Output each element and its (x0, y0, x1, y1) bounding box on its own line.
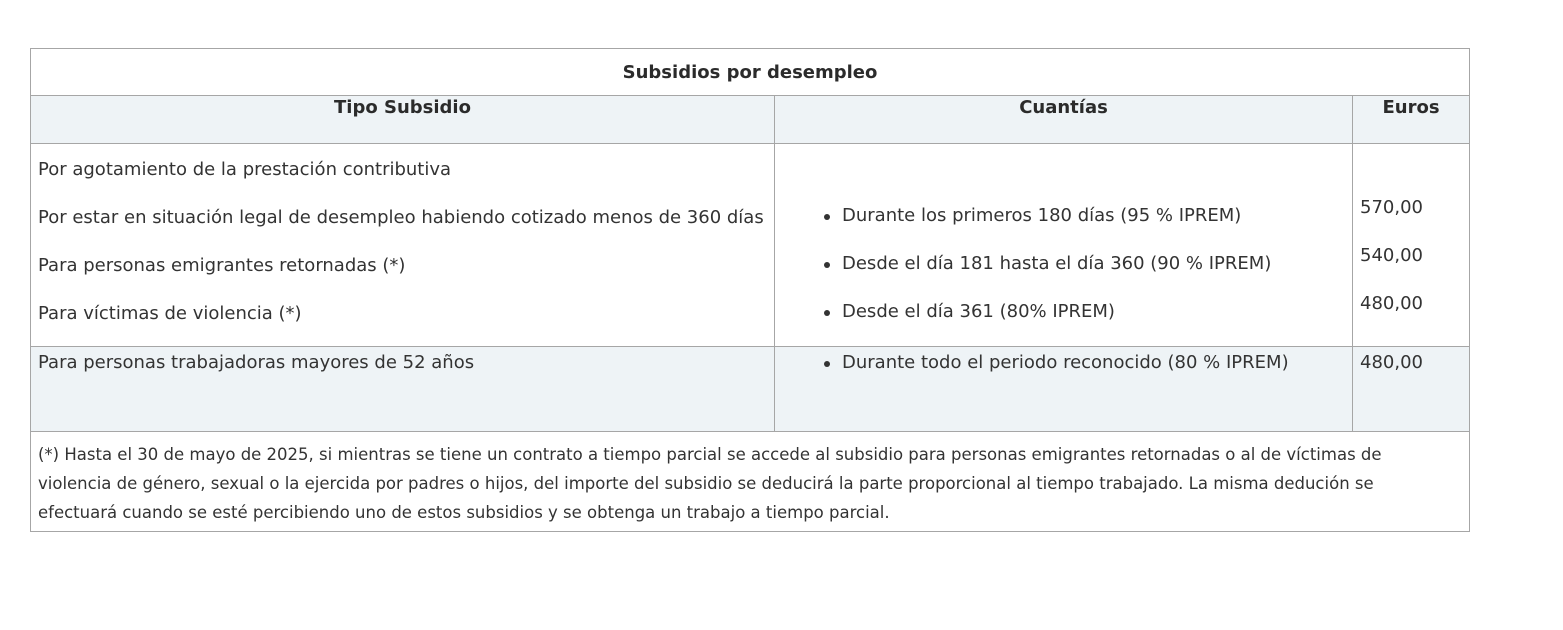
table-row (31, 347, 1470, 432)
tipo-subsidio-cell (31, 144, 775, 347)
cuantias-list (775, 200, 1352, 328)
header-tipo-subsidio: Tipo Subsidio (31, 96, 775, 144)
euros-value: 480,00 (1360, 293, 1423, 314)
list-item: Durante los primeros 180 días (95 % IPREM) (842, 200, 1352, 232)
tipo-item: Para víctimas de violencia (*) (38, 303, 302, 324)
tipo-item: Por estar en situación legal de desempleo habiendo cotizado menos de 360 días (38, 207, 764, 228)
header-euros: Euros (1353, 96, 1470, 144)
euros-value: 480,00 (1353, 347, 1470, 432)
cuantias-cell (775, 144, 1353, 347)
euros-value: 570,00 (1360, 197, 1423, 218)
table-row (31, 144, 1470, 347)
tipo-item: Para personas emigrantes retornadas (*) (38, 255, 406, 276)
tipo-subsidio-cell: Para personas trabajadoras mayores de 52 años (31, 347, 775, 432)
list-item: Desde el día 361 (80% IPREM) (842, 296, 1352, 328)
table-title: Subsidios por desempleo (31, 49, 1470, 96)
tipo-item: Por agotamiento de la prestación contributiva (38, 159, 452, 180)
list-item: Durante todo el periodo reconocido (80 % IPREM) (842, 347, 1352, 379)
list-item: Desde el día 181 hasta el día 360 (90 % IPREM) (842, 248, 1352, 280)
cuantias-cell (775, 347, 1353, 432)
footnote: (*) Hasta el 30 de mayo de 2025, si mientras se tiene un contrato a tiempo parcial se accede al subsidio para personas emigrantes retornadas o al de víctimas de violencia de género, sexual o la ejercida por padres o hijos, del importe del subsidio se deducirá la parte proporcional al tiempo trabajado. La misma dedución se efectuará cuando se esté percibiendo uno de estos subsidios y se obtenga un trabajo a tiempo parcial. (31, 432, 1470, 532)
euros-cell (1353, 144, 1470, 347)
cuantias-list (775, 347, 1352, 379)
euros-value: 540,00 (1360, 245, 1423, 266)
subsidios-table (30, 48, 1470, 532)
header-cuantias: Cuantías (775, 96, 1353, 144)
